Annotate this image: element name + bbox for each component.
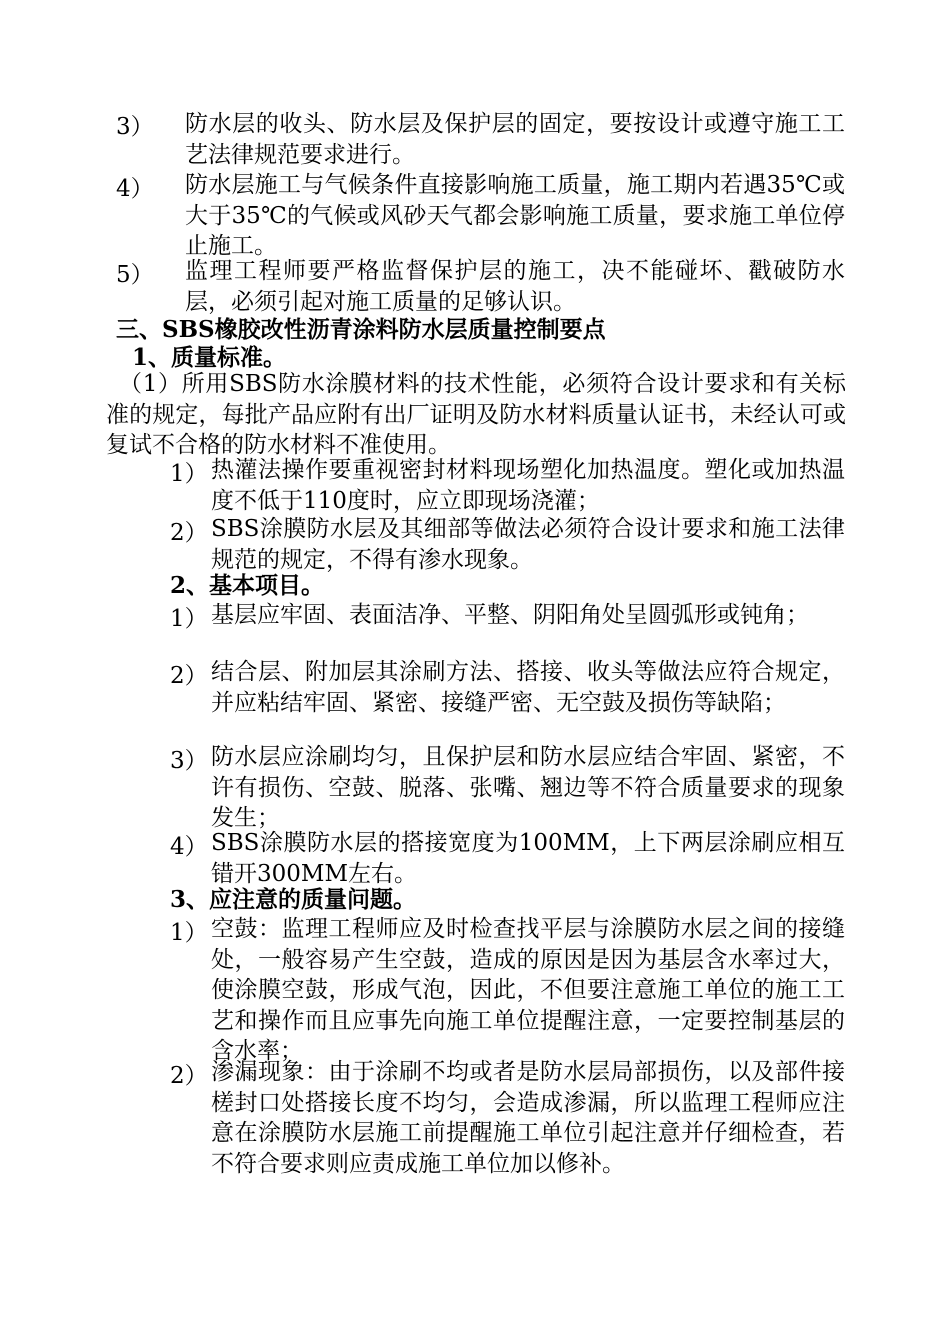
list-item-text: SBS涂膜防水层及其细部等做法必须符合设计要求和施工法律规范的规定，不得有渗水现象。 — [211, 516, 845, 573]
list-item-number: 2） — [170, 520, 208, 546]
list-item-number: 1） — [170, 606, 208, 632]
list-item-number: 2） — [170, 663, 208, 689]
list-item-text: 基层应牢固、表面洁净、平整、阴阳角处呈圆弧形或钝角； — [211, 602, 809, 628]
paragraph: （1）所用SBS防水涂膜材料的技术性能，必须符合设计要求和有关标准的规定，每批产品应附有出厂证明及防水材料质量认证书，未经认可或复试不合格的防水材料不准使用。 — [106, 371, 846, 458]
subsection-title: 3、应注意的质量问题。 — [170, 886, 417, 913]
list-item-number: 3） — [170, 748, 208, 774]
list-item-number: 4） — [170, 834, 208, 860]
list-item-number: 5） — [116, 262, 154, 288]
list-item-text: 渗漏现象：由于涂刷不均或者是防水层局部损伤，以及部件接槎封口处搭接长度不均匀，会造成渗漏，所以监理工程师应注意在涂膜防水层施工前提醒施工单位引起注意并仔细检查，若不符合要求则应责成施工单位加以修补。 — [211, 1059, 845, 1177]
list-item-number: 1） — [170, 461, 208, 487]
subsection-title: 2、基本项目。 — [170, 572, 325, 599]
list-item-number: 1） — [170, 920, 208, 946]
list-item-number: 4） — [116, 176, 154, 202]
list-item-text: 防水层的收头、防水层及保护层的固定，要按设计或遵守施工工艺法律规范要求进行。 — [185, 111, 845, 168]
list-item-text: 空鼓：监理工程师应及时检查找平层与涂膜防水层之间的接缝处，一般容易产生空鼓，造成的原因是因为基层含水率过大，使涂膜空鼓，形成气泡，因此，不但要注意施工单位的施工工艺和操作而且应事先向施工单位提醒注意，一定要控制基层的含水率； — [211, 916, 845, 1064]
list-item-text: 结合层、附加层其涂刷方法、搭接、收头等做法应符合规定，并应粘结牢固、紧密、接缝严密、无空鼓及损伤等缺陷； — [211, 659, 845, 716]
list-item-number: 2） — [170, 1063, 208, 1089]
list-item-text: 热灌法操作要重视密封材料现场塑化加热温度。塑化或加热温度不低于110度时，应立即现场浇灌； — [211, 457, 845, 514]
list-item-text: 防水层施工与气候条件直接影响施工质量，施工期内若遇35℃或大于35℃的气候或风砂天气都会影响施工质量，要求施工单位停止施工。 — [185, 172, 845, 259]
subsection-title: 1、质量标准。 — [132, 344, 287, 371]
list-item-number: 3） — [116, 114, 154, 140]
list-item-text: 防水层应涂刷均匀，且保护层和防水层应结合牢固、紧密，不许有损伤、空鼓、脱落、张嘴、翘边等不符合质量要求的现象发生； — [211, 744, 845, 831]
list-item-text: 监理工程师要严格监督保护层的施工，决不能碰坏、戳破防水层，必须引起对施工质量的足够认识。 — [185, 258, 845, 315]
list-item-text: SBS涂膜防水层的搭接宽度为100MM，上下两层涂刷应相互错开300MM左右。 — [211, 830, 845, 887]
section-title: 三、SBS橡胶改性沥青涂料防水层质量控制要点 — [116, 316, 606, 343]
